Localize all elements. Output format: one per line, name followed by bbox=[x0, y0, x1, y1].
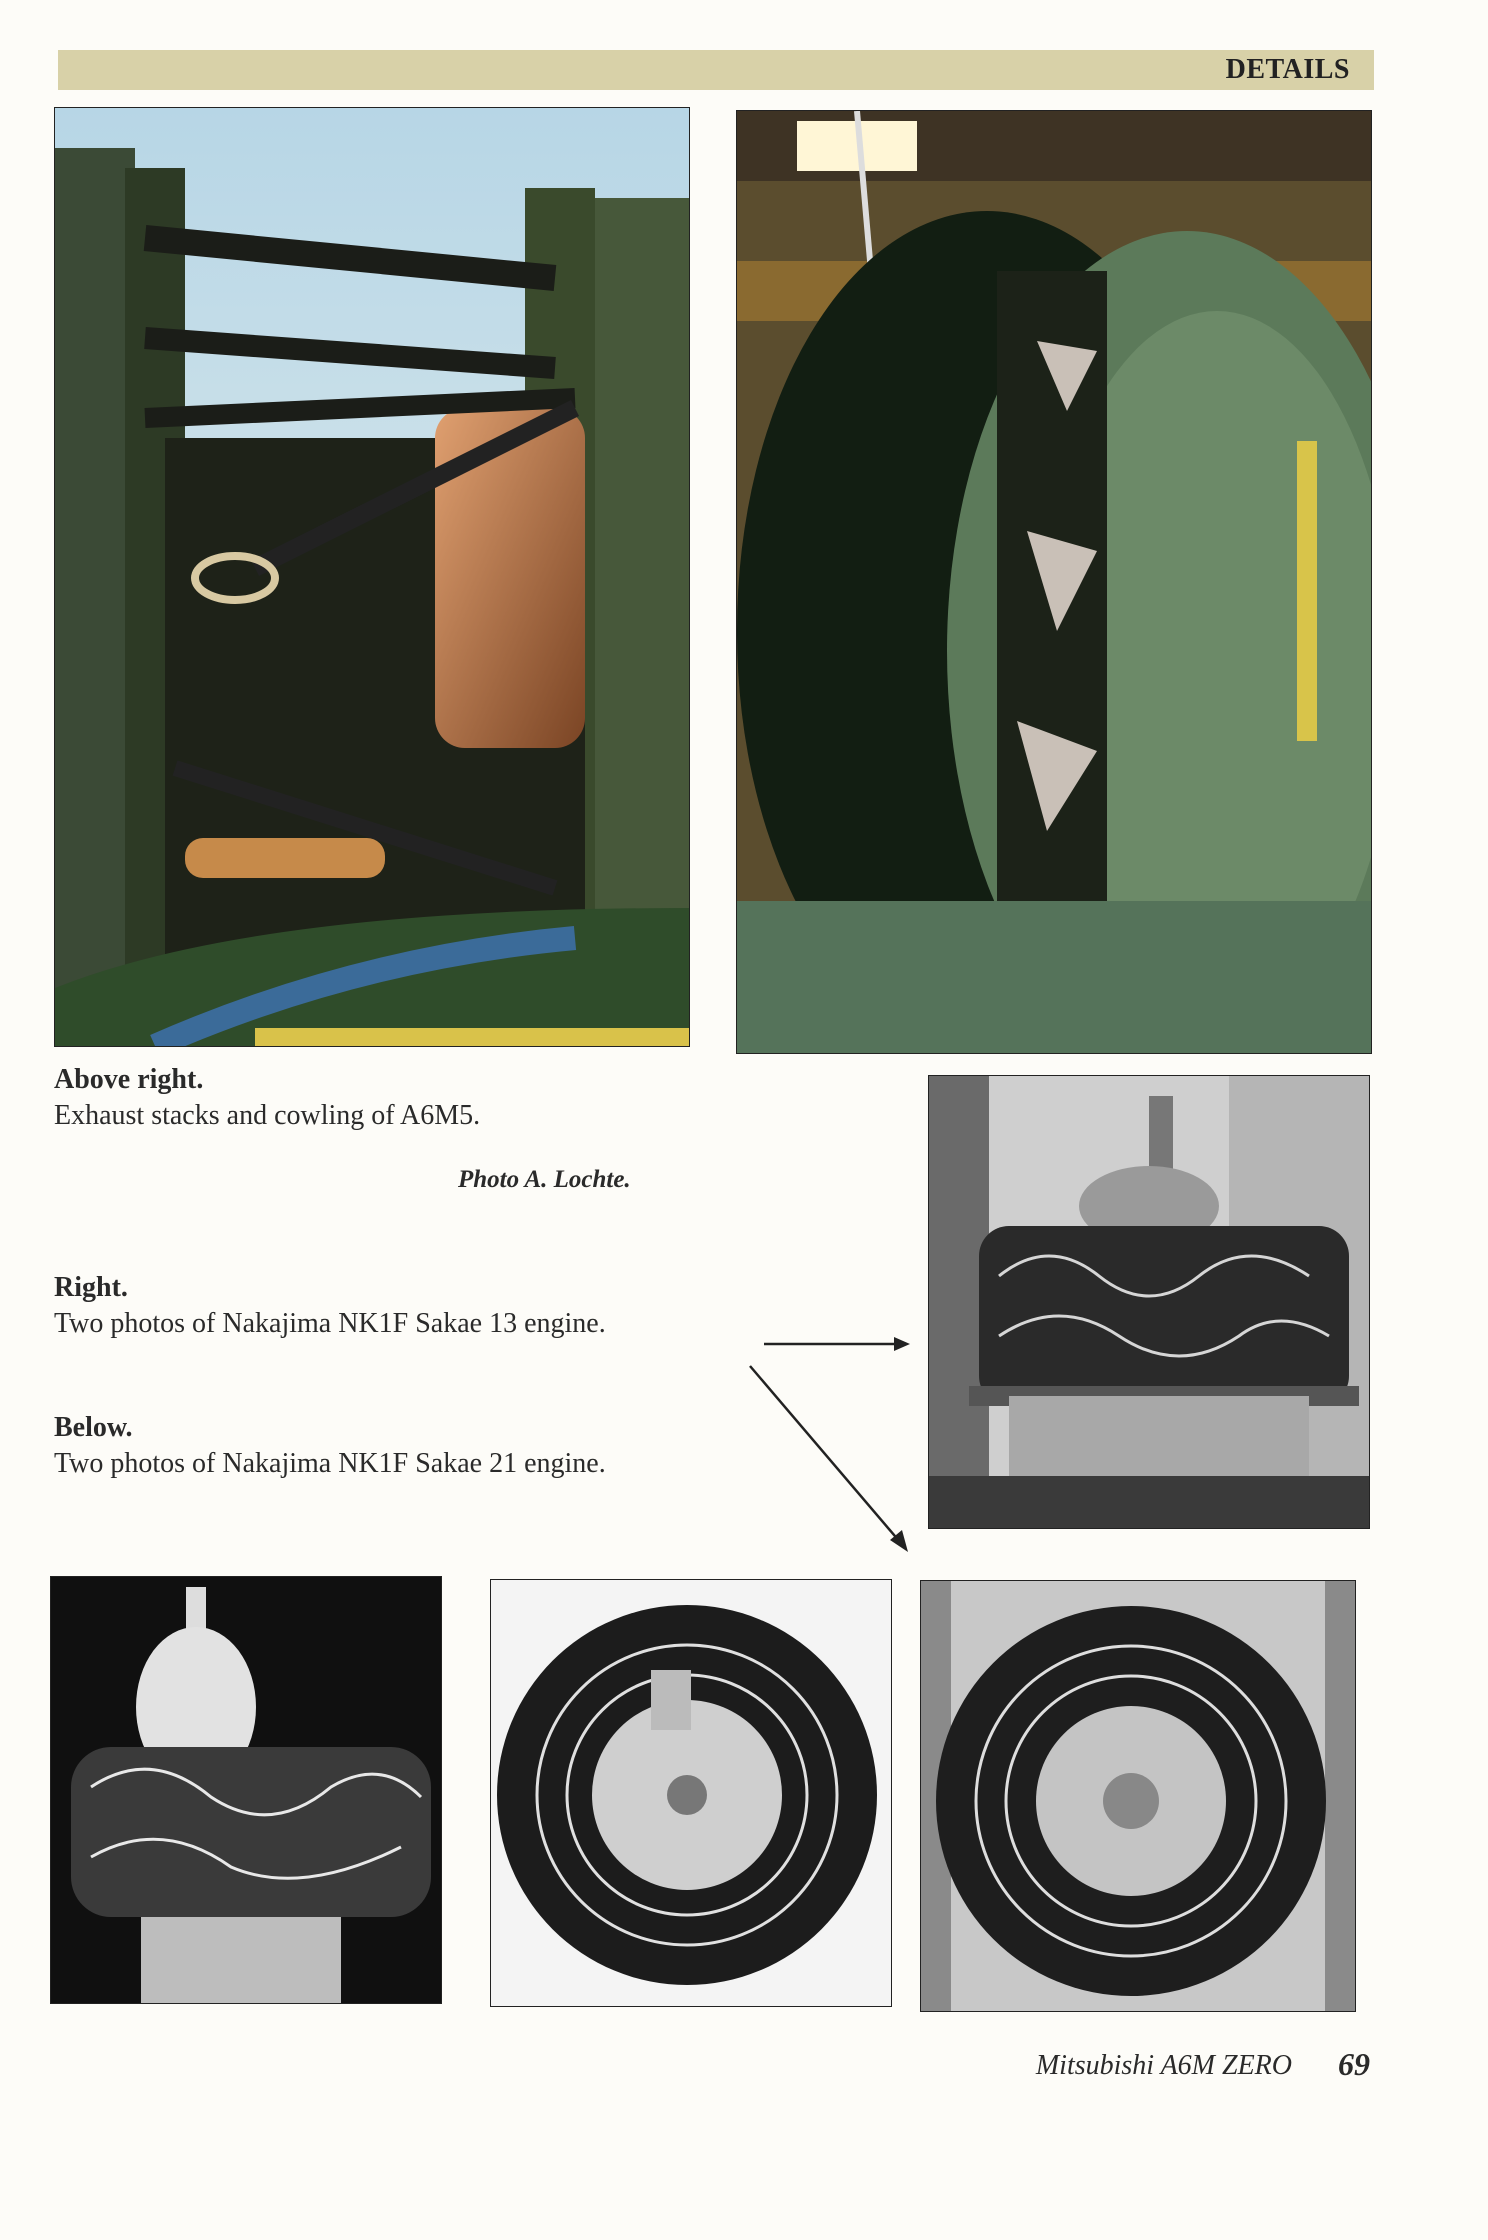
page-number: 69 bbox=[1338, 2046, 1370, 2082]
footer-book-title: Mitsubishi A6M ZERO bbox=[1035, 2050, 1292, 2081]
photo-engine-mount bbox=[54, 107, 690, 1047]
caption-above-right-heading: Above right. bbox=[54, 1064, 204, 1095]
section-label: DETAILS bbox=[1225, 54, 1350, 85]
photo-credit: Photo A. Lochte. bbox=[458, 1166, 631, 1193]
caption-above-right bbox=[54, 1062, 480, 1135]
caption-right-text: Two photos of Nakajima NK1F Sakae 13 engine. bbox=[54, 1308, 606, 1340]
header-bar bbox=[58, 50, 1374, 90]
caption-right bbox=[54, 1270, 606, 1343]
photo-sakae13-front bbox=[920, 1580, 1356, 2012]
caption-below-heading: Below. bbox=[54, 1412, 133, 1443]
photo-sakae21-front bbox=[490, 1579, 892, 2007]
caption-right-heading: Right. bbox=[54, 1272, 128, 1303]
caption-above-right-text: Exhaust stacks and cowling of A6M5. bbox=[54, 1100, 481, 1132]
photo-sakae13-side bbox=[928, 1075, 1370, 1529]
caption-below bbox=[54, 1410, 606, 1483]
photo-sakae21-side bbox=[50, 1576, 442, 2004]
pointer-arrows bbox=[740, 1320, 920, 1560]
photo-cowling bbox=[736, 110, 1372, 1054]
caption-below-text: Two photos of Nakajima NK1F Sakae 21 engine. bbox=[54, 1448, 606, 1480]
